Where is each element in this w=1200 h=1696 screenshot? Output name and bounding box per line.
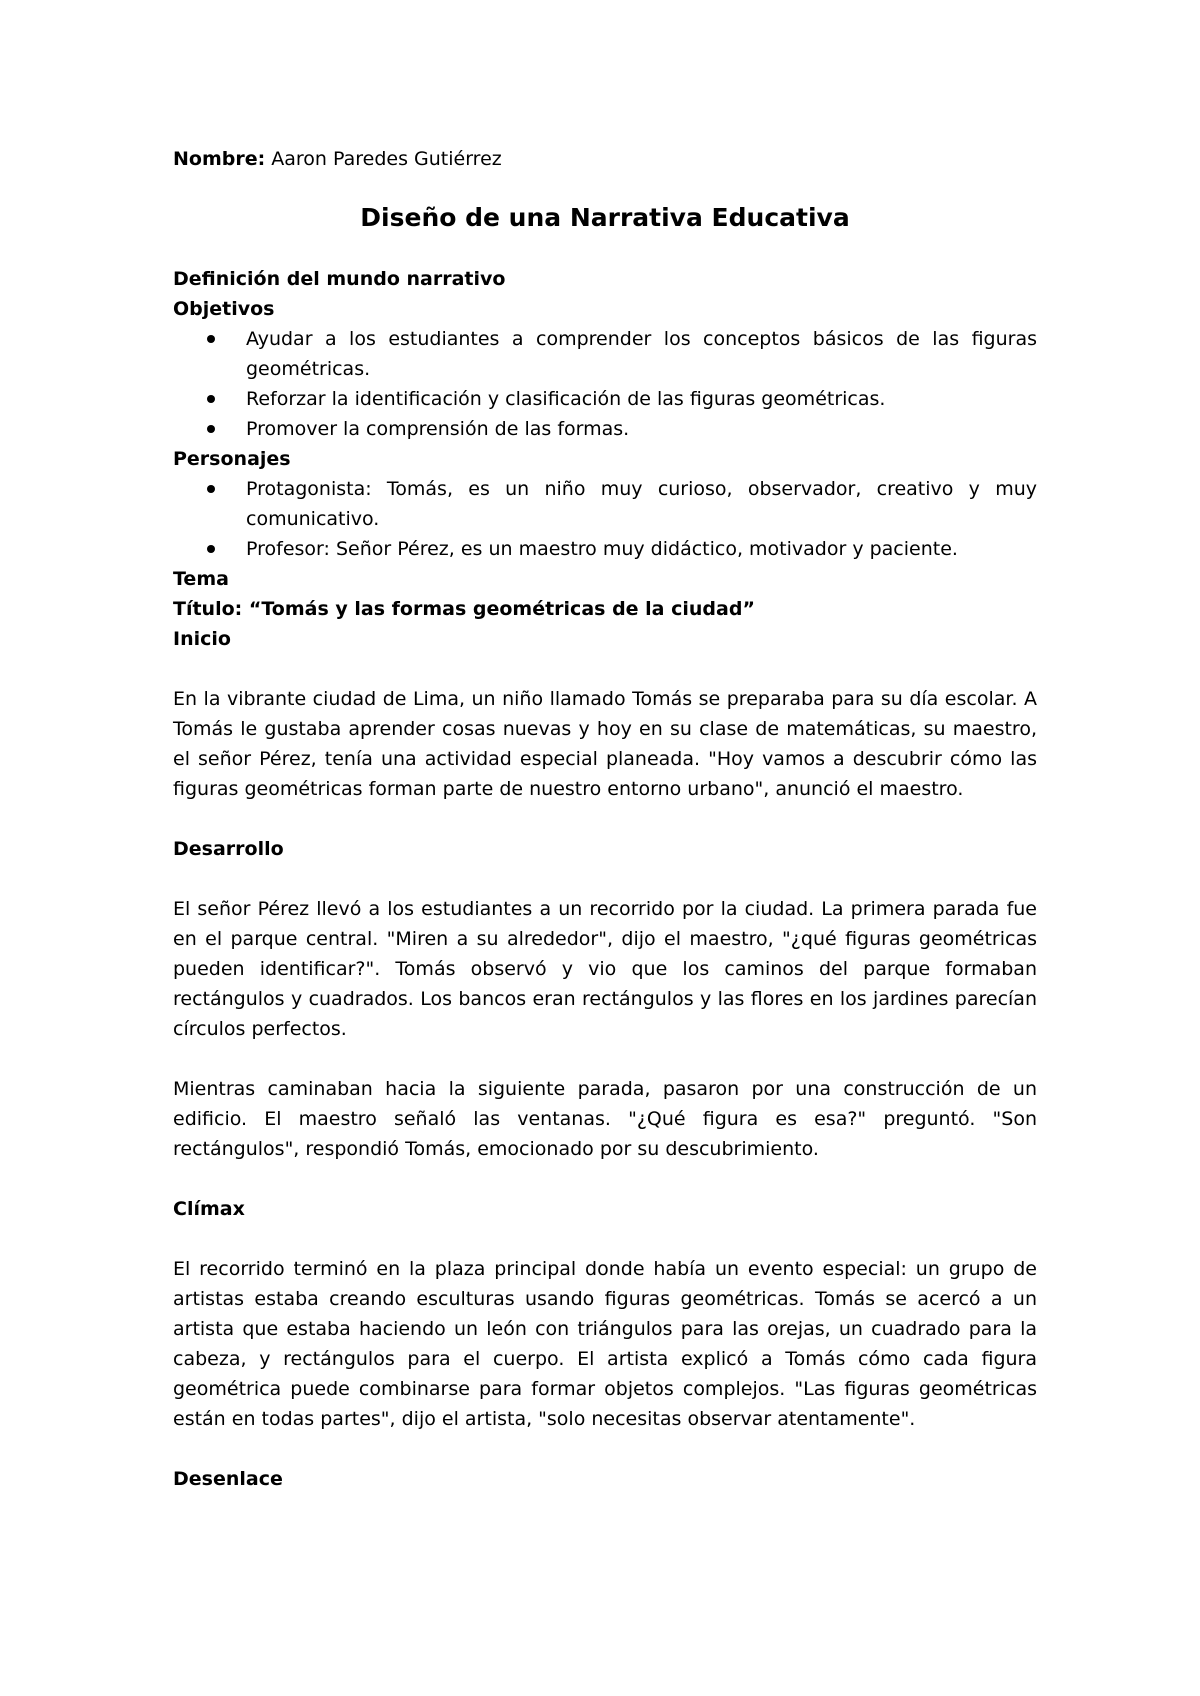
objective-text: Ayudar a los estudiantes a comprender los conceptos básicos de las figuras geométricas.: [246, 328, 1037, 380]
objectives-heading: Objetivos: [173, 298, 275, 320]
list-item: [173, 534, 1037, 564]
desarrollo-paragraph-1: El señor Pérez llevó a los estudiantes a un recorrido por la ciudad. La primera parada fue en el parque central. "Miren a su alrededor", dijo el maestro, "¿qué figuras geométricas pueden identificar?". Tomás observó y vio que los caminos del parque formaban rectángulos y cuadrados. Los bancos eran rectángulos y las flores en los jardines parecían círculos perfectos.: [173, 898, 1037, 1040]
bullet-icon: [207, 425, 215, 433]
bullet-icon: [207, 395, 215, 403]
character-text: Protagonista: Tomás, es un niño muy curioso, observador, creativo y muy comunicativo.: [246, 478, 1037, 530]
objective-text: Promover la comprensión de las formas.: [246, 418, 630, 440]
objectives-list: [173, 324, 1037, 444]
list-item: [173, 474, 1037, 534]
inicio-heading: Inicio: [173, 628, 231, 650]
character-text: Profesor: Señor Pérez, es un maestro muy didáctico, motivador y paciente.: [246, 538, 958, 560]
student-name-line: [173, 144, 1037, 174]
theme-heading: Tema: [173, 568, 229, 590]
bullet-icon: [207, 335, 215, 343]
desarrollo-paragraph-2: Mientras caminaban hacia la siguiente parada, pasaron por una construcción de un edificio. El maestro señaló las ventanas. "¿Qué figura es esa?" preguntó. "Son rectángulos", respondió Tomás, emocionado por su descubrimiento.: [173, 1078, 1037, 1160]
document-title: Diseño de una Narrativa Educativa: [360, 203, 850, 232]
list-item: [173, 414, 1037, 444]
bullet-icon: [207, 545, 215, 553]
objective-text: Reforzar la identificación y clasificación de las figuras geométricas.: [246, 388, 886, 410]
section-world-heading: Definición del mundo narrativo: [173, 268, 506, 290]
list-item: [173, 324, 1037, 384]
name-label: Nombre:: [173, 148, 266, 170]
desarrollo-heading: Desarrollo: [173, 838, 284, 860]
characters-list: [173, 474, 1037, 564]
document-page: [173, 144, 1037, 1494]
story-title: Título: “Tomás y las formas geométricas de la ciudad”: [173, 598, 755, 620]
name-value: Aaron Paredes Gutiérrez: [265, 148, 502, 170]
bullet-icon: [207, 485, 215, 493]
inicio-paragraph: En la vibrante ciudad de Lima, un niño llamado Tomás se preparaba para su día escolar. A Tomás le gustaba aprender cosas nuevas y hoy en su clase de matemáticas, su maestro, el señor Pérez, tenía una actividad especial planeada. "Hoy vamos a descubrir cómo las figuras geométricas forman parte de nuestro entorno urbano", anunció el maestro.: [173, 688, 1037, 800]
desenlace-heading: Desenlace: [173, 1468, 283, 1490]
climax-heading: Clímax: [173, 1198, 245, 1220]
characters-heading: Personajes: [173, 448, 291, 470]
list-item: [173, 384, 1037, 414]
climax-paragraph: El recorrido terminó en la plaza principal donde había un evento especial: un grupo de artistas estaba creando esculturas usando figuras geométricas. Tomás se acercó a un artista que estaba haciendo un león con triángulos para las orejas, un cuadrado para la cabeza, y rectángulos para el cuerpo. El artista explicó a Tomás cómo cada figura geométrica puede combinarse para formar objetos complejos. "Las figuras geométricas están en todas partes", dijo el artista, "solo necesitas observar atentamente".: [173, 1258, 1037, 1430]
